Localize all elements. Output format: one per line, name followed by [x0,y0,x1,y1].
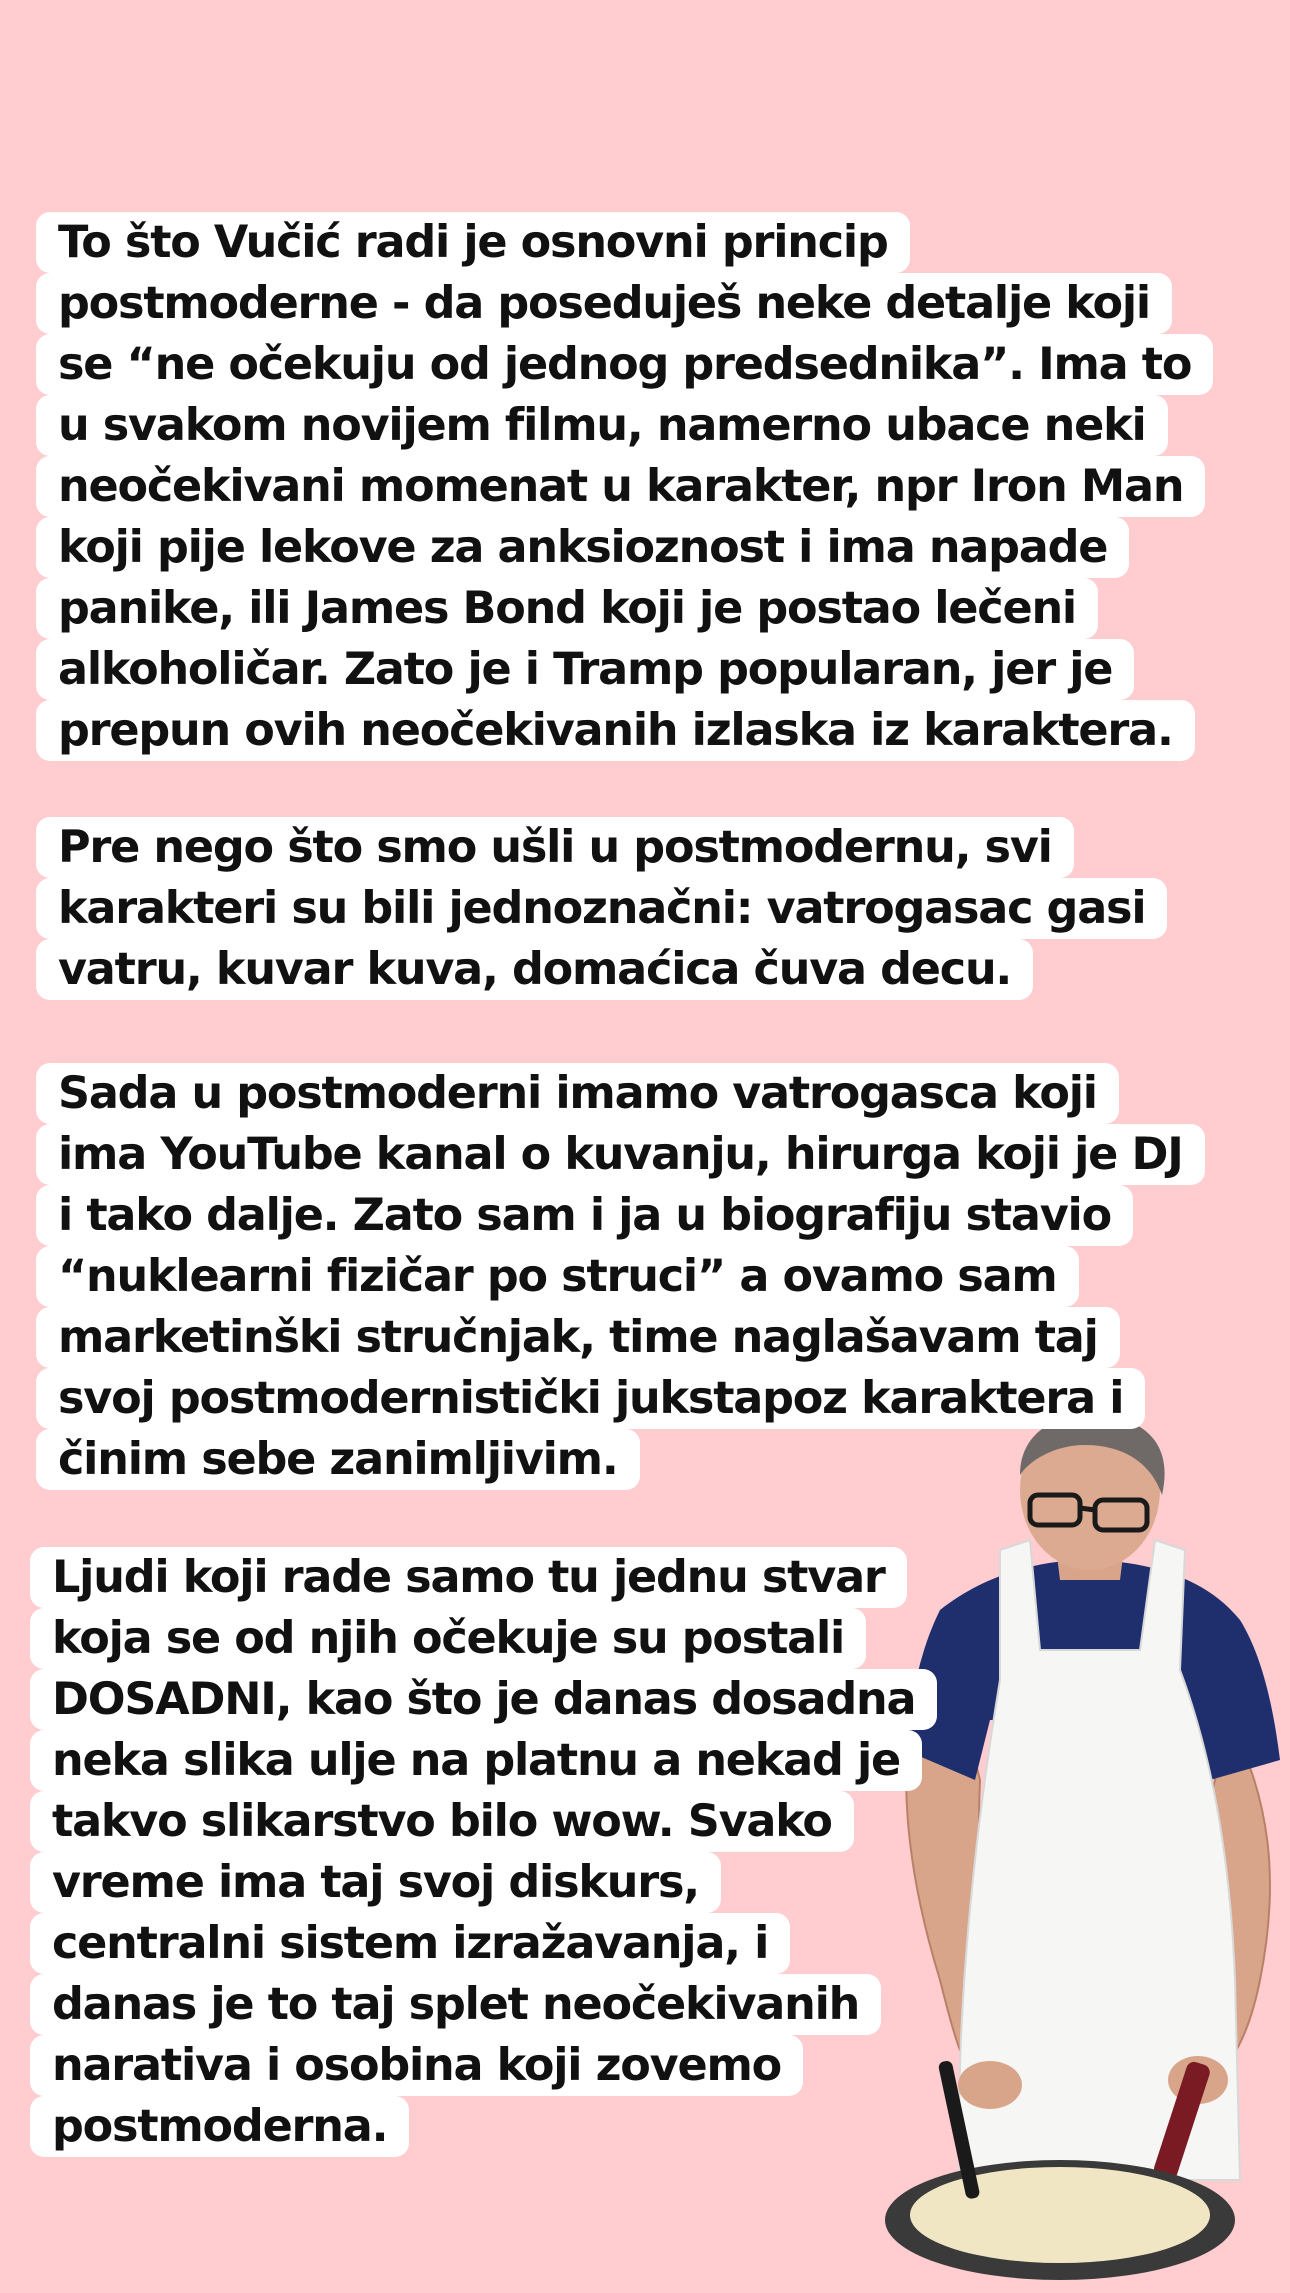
text-line: prepun ovih neočekivanih izlaska iz karaktera. [36,700,1195,761]
text-line: centralni sistem izražavanja, i [30,1913,790,1974]
text-line: ima YouTube kanal o kuvanju, hirurga koji je DJ [36,1124,1205,1185]
paragraph-4 [0,1547,1290,2157]
text-line: Ljudi koji rade samo tu jednu stvar [30,1547,907,1608]
text-line: “nuklearni fizičar po struci” a ovamo sam [36,1246,1079,1307]
text-line: činim sebe zanimljivim. [36,1429,640,1490]
text-line: DOSADNI, kao što je danas dosadna [30,1669,937,1730]
pancake [910,2167,1210,2263]
text-line: alkoholičar. Zato je i Tramp popularan, jer je [36,639,1134,700]
paragraph-2 [0,817,1290,1000]
text-line: svoj postmodernistički jukstapoz karaktera i [36,1368,1145,1429]
text-line: narativa i osobina koji zovemo [30,2035,803,2096]
text-line: koja se od njih očekuje su postali [30,1608,866,1669]
text-line: karakteri su bili jednoznačni: vatrogasac gasi [36,878,1167,939]
text-line: koji pije lekove za anksioznost i ima napade [36,517,1129,578]
text-line: i tako dalje. Zato sam i ja u biografiju stavio [36,1185,1133,1246]
text-line: takvo slikarstvo bilo wow. Svako [30,1791,854,1852]
text-line: danas je to taj splet neočekivanih [30,1974,881,2035]
text-line: vreme ima taj svoj diskurs, [30,1852,721,1913]
text-line: To što Vučić radi je osnovni princip [36,212,910,273]
text-line: postmoderne - da poseduješ neke detalje koji [36,273,1172,334]
paragraph-3 [0,1063,1290,1490]
text-line: neočekivani momenat u karakter, npr Iron Man [36,456,1205,517]
text-line: se “ne očekuju od jednog predsednika”. Ima to [36,334,1213,395]
text-line: postmoderna. [30,2096,409,2157]
text-line: marketinški stručnjak, time naglašavam taj [36,1307,1120,1368]
text-line: u svakom novijem filmu, namerno ubace neki [36,395,1168,456]
text-line: vatru, kuvar kuva, domaćica čuva decu. [36,939,1033,1000]
text-line: Pre nego što smo ušli u postmodernu, svi [36,817,1074,878]
text-line: Sada u postmoderni imamo vatrogasca koji [36,1063,1119,1124]
text-line: panike, ili James Bond koji je postao lečeni [36,578,1098,639]
paragraph-1 [0,212,1290,761]
text-line: neka slika ulje na platnu a nekad je [30,1730,922,1791]
